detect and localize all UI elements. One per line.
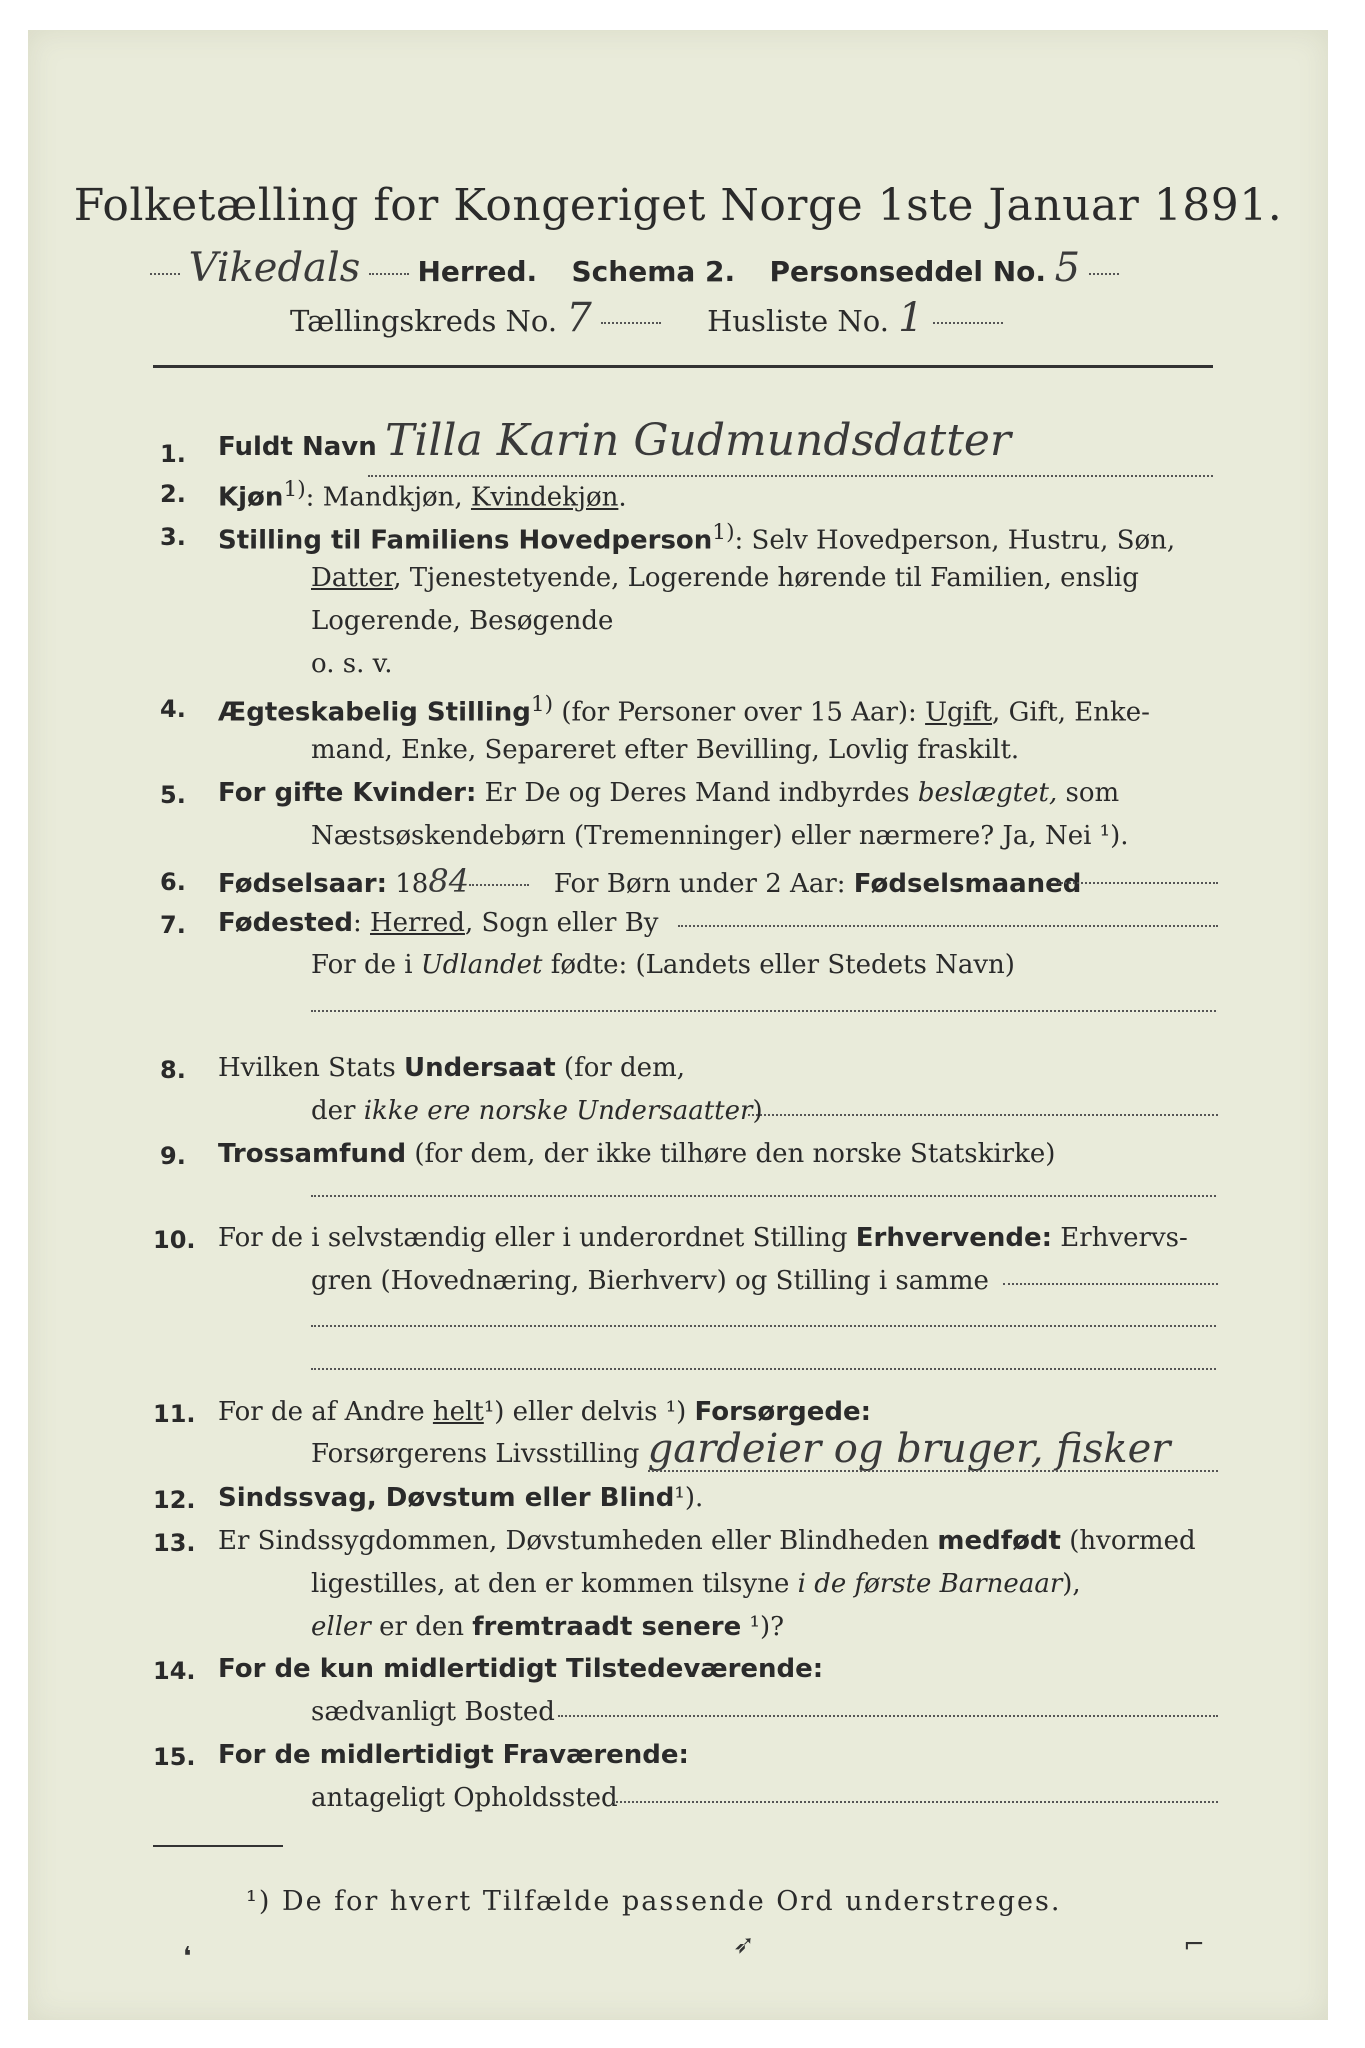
item-9-religion	[218, 1139, 1055, 1169]
item-8-citizenship	[218, 1053, 685, 1083]
religion-label: Trossamfund	[218, 1139, 407, 1169]
congenital-text: ligestilles, at den er kommen tilsyne	[311, 1569, 798, 1599]
item-number: 13.	[153, 1529, 196, 1557]
item-1-full-name	[218, 415, 1011, 466]
taellingskreds-label: Tællingskreds No.	[290, 304, 558, 338]
item-number: 1.	[160, 440, 186, 468]
item-7-birthplace	[218, 908, 659, 938]
footnote	[246, 1886, 1061, 1917]
full-name-value: Tilla Karin Gudmundsdatter	[385, 415, 1011, 466]
dot-leader	[1089, 273, 1119, 275]
dot-leader	[369, 273, 409, 275]
birthplace-italic: Udlandet	[420, 950, 543, 980]
item-15-line-2: antageligt Opholdssted	[311, 1783, 618, 1813]
item-5-line-2: Næstsøskendebørn (Tremenninger) eller nærmere? Ja, Nei ¹).	[311, 821, 1129, 851]
congenital-text: (hvormed	[1060, 1526, 1196, 1556]
item-number: 12.	[153, 1486, 196, 1514]
birth-month-label: Fødselsmaaned	[853, 869, 1082, 899]
census-form	[28, 30, 1328, 2020]
item-number: 8.	[160, 1056, 186, 1084]
item-8-line-2	[311, 1096, 763, 1126]
footnote-rule	[153, 1845, 283, 1847]
item-number: 10.	[153, 1226, 196, 1254]
punct: ),	[1062, 1569, 1081, 1599]
dot-leader	[311, 1010, 1216, 1012]
item-4-marital-status	[218, 692, 1150, 728]
footnote-ref: 1)	[530, 692, 554, 717]
disability-label: Sindssvag, Døvstum eller Blind	[218, 1483, 675, 1513]
citizenship-text: der	[311, 1096, 364, 1126]
item-13-congenital	[218, 1526, 1196, 1556]
item-10-occupation	[218, 1223, 1188, 1253]
punct: )	[752, 1096, 763, 1126]
congenital-label: medfødt	[937, 1526, 1061, 1556]
item-number: 9.	[160, 1142, 186, 1170]
item-13-line-3	[311, 1612, 784, 1642]
dot-leader	[748, 1114, 1218, 1116]
dot-leader	[1003, 1283, 1218, 1285]
birthplace-text: fødte: (Landets eller Stedets Navn)	[542, 950, 1015, 980]
punct: :	[352, 908, 370, 938]
item-2-sex	[218, 477, 627, 513]
husliste-value: 1	[898, 295, 924, 341]
family-position-selected: Datter	[311, 563, 394, 593]
item-7-line-2	[311, 950, 1015, 980]
item-10-line-2: gren (Hovednæring, Bierhverv) og Stilling i samme	[311, 1266, 989, 1296]
footnote-mark: ¹)	[246, 1886, 272, 1917]
sex-options: : Mandkjøn,	[305, 482, 471, 513]
dot-leader	[558, 1715, 1218, 1717]
dot-leader	[648, 1470, 1218, 1472]
full-name-label: Fuldt Navn	[218, 432, 377, 462]
birth-year-prefix: 18	[387, 869, 429, 899]
margin-mark: ➶	[733, 1930, 755, 1960]
occupation-text: For de i selvstændig eller i underordnet Stilling	[218, 1223, 856, 1253]
supported-label: Forsørgede:	[694, 1397, 871, 1427]
header-line-1	[150, 245, 1119, 291]
marital-selected: Ugift	[925, 697, 993, 728]
congenital-italic: i de første Barneaar	[797, 1569, 1063, 1599]
item-4-line-2: mand, Enke, Separeret efter Bevilling, Lovlig fraskilt.	[311, 735, 1020, 765]
birth-month-text: For Børn under 2 Aar:	[553, 869, 854, 899]
item-number: 6.	[160, 868, 186, 896]
supported-selected: helt	[432, 1397, 484, 1427]
item-number: 3.	[160, 523, 186, 551]
item-3-line-3: Logerende, Besøgende	[311, 606, 614, 636]
margin-mark: ⌐	[1183, 1930, 1205, 1960]
personseddel-label: Personseddel No.	[769, 255, 1047, 288]
personseddel-value: 5	[1054, 245, 1081, 291]
item-15-temporary-absent: For de midlertidigt Fraværende:	[218, 1740, 689, 1770]
dot-leader	[601, 322, 661, 324]
congenital-text: Er Sindssygdommen, Døvstumheden eller Blindheden	[218, 1526, 938, 1556]
punct: .	[618, 482, 627, 513]
provider-occupation-label: Forsørgerens Livsstilling	[311, 1439, 640, 1469]
citizenship-italic: ikke ere norske Undersaatter	[363, 1096, 753, 1126]
congenital-text: er den	[370, 1612, 473, 1642]
congenital-italic: eller	[311, 1612, 371, 1642]
birthplace-selected: Herred	[370, 908, 465, 938]
item-11-line-2	[311, 1426, 1170, 1472]
marital-options: , Gift, Enke-	[992, 697, 1150, 728]
margin-mark: ❛	[183, 1942, 192, 1972]
item-number: 5.	[160, 781, 186, 809]
item-11-supported	[218, 1397, 871, 1427]
footnote-text: De for hvert Tilfælde passende Ord understreges.	[271, 1886, 1062, 1917]
dot-leader	[469, 884, 529, 886]
religion-text: (for dem, der ikke tilhøre den norske Statskirke)	[406, 1139, 1056, 1169]
item-number: 11.	[153, 1400, 196, 1428]
header-rule	[153, 365, 1213, 368]
herred-label: Herred.	[417, 255, 538, 288]
sex-selected: Kvindekjøn	[470, 482, 619, 513]
item-3-line-4: o. s. v.	[311, 649, 393, 679]
footnote-ref: ¹)?	[741, 1612, 785, 1642]
married-women-label: For gifte Kvinder:	[218, 778, 477, 808]
item-14-line-2: sædvanligt Bosted	[311, 1697, 555, 1727]
item-5-married-women	[218, 778, 1119, 808]
dot-leader	[1058, 882, 1218, 884]
footnote-ref: 1)	[283, 477, 306, 502]
married-women-text: som	[1057, 778, 1120, 808]
item-3-line-2	[311, 563, 1139, 593]
birth-year-value: 84	[428, 862, 470, 900]
family-position-options: , Tjenestetyende, Logerende hørende til Familien, enslig	[393, 563, 1139, 593]
item-number: 15.	[153, 1743, 196, 1771]
item-number: 14.	[153, 1657, 196, 1685]
item-number: 2.	[160, 480, 186, 508]
birthplace-label: Fødested	[218, 908, 353, 938]
form-title: Folketælling for Kongeriget Norge 1ste Januar 1891.	[73, 180, 1283, 231]
citizenship-text: (for dem,	[555, 1053, 685, 1083]
provider-occupation-value: gardeier og bruger, fisker	[647, 1426, 1171, 1472]
item-3-family-position	[218, 520, 1175, 556]
item-number: 7.	[160, 911, 186, 939]
supported-text: For de af Andre	[218, 1397, 433, 1427]
item-14-temporary-present: For de kun midlertidigt Tilstedeværende:	[218, 1654, 824, 1684]
congenital-label-later: fremtraadt senere	[472, 1612, 742, 1642]
dot-leader	[311, 1195, 1216, 1197]
married-women-italic: beslægtet,	[917, 778, 1058, 808]
family-position-label: Stilling til Familiens Hovedperson	[218, 525, 713, 556]
husliste-label: Husliste No.	[707, 304, 889, 338]
citizenship-label: Undersaat	[403, 1053, 556, 1083]
married-women-text: Er De og Deres Mand indbyrdes	[476, 778, 918, 808]
item-number: 4.	[160, 695, 186, 723]
footnote-ref: 1)	[712, 520, 735, 545]
birth-year-label: Fødselsaar:	[218, 869, 387, 899]
schema-label: Schema 2.	[571, 255, 736, 288]
dot-leader	[311, 1325, 1216, 1327]
occupation-label: Erhvervende:	[855, 1223, 1053, 1253]
footnote-ref: ¹).	[674, 1483, 704, 1513]
dot-leader	[933, 322, 1003, 324]
header-line-2	[290, 295, 1003, 341]
item-13-line-2	[311, 1569, 1081, 1599]
marital-label: Ægteskabelig Stilling	[218, 697, 531, 728]
birthplace-text: For de i	[311, 950, 421, 980]
citizenship-text: Hvilken Stats	[218, 1053, 404, 1083]
herred-value: Vikedals	[188, 245, 361, 291]
dot-leader	[311, 1368, 1216, 1370]
sex-label: Kjøn	[218, 482, 284, 513]
marital-text: (for Personer over 15 Aar):	[553, 697, 926, 728]
item-6-birth-year	[218, 862, 1081, 900]
dot-leader	[613, 1801, 1218, 1803]
dot-leader	[678, 925, 1218, 927]
occupation-text: Erhvervs-	[1052, 1223, 1188, 1253]
supported-text: ¹) eller delvis ¹)	[483, 1397, 695, 1427]
dot-leader	[150, 273, 180, 275]
item-12-disability	[218, 1483, 703, 1513]
family-position-options: : Selv Hovedperson, Hustru, Søn,	[734, 525, 1176, 556]
birthplace-options: , Sogn eller By	[464, 908, 659, 938]
taellingskreds-value: 7	[566, 295, 592, 341]
